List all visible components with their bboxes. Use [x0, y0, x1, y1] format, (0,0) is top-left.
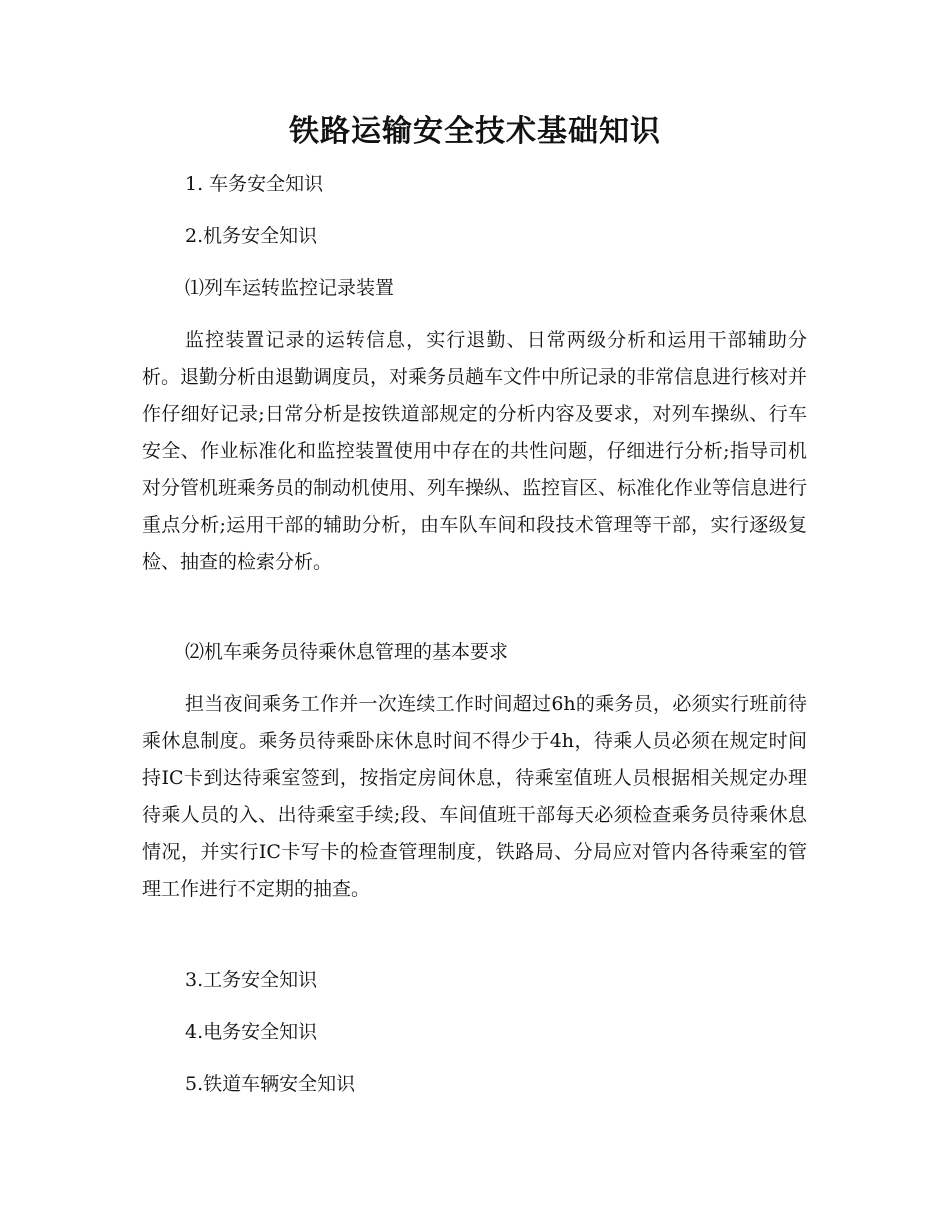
section-heading-3: 3.工务安全知识 — [185, 969, 318, 991]
subsection-heading-1: ⑴列车运转监控记录装置 — [185, 277, 395, 299]
section-heading-4: 4.电务安全知识 — [185, 1021, 318, 1043]
section-heading-2: 2.机务安全知识 — [185, 225, 318, 247]
section-heading-5: 5.铁道车辆安全知识 — [185, 1073, 356, 1095]
section-heading-1: 1. 车务安全知识 — [185, 173, 324, 195]
document-title: 铁路运输安全技术基础知识 — [289, 114, 661, 149]
paragraph-rest-management: 担当夜间乘务工作并一次连续工作时间超过6h的乘务员，必须实行班前待乘休息制度。乘务员待乘卧床休息时间不得少于4h，待乘人员必须在规定时间持IC卡到达待乘室签到，按指定房间休息，待乘室值班人员根据相关规定办理待乘人员的入、出待乘室手续;段、车间值班干部每天必须检查乘务员待乘休息情况，并实行IC卡写卡的检查管理制度，铁路局、分局应对管内各待乘室的管理工作进行不定期的抽查。 — [142, 693, 807, 900]
paragraph-monitoring: 监控装置记录的运转信息，实行退勤、日常两级分析和运用干部辅助分析。退勤分析由退勤调度员，对乘务员趟车文件中所记录的非常信息进行核对并作仔细好记录;日常分析是按铁道部规定的分析内容及要求，对列车操纵、行车安全、作业标准化和监控装置使用中存在的共性问题，仔细进行分析;指导司机对分管机班乘务员的制动机使用、列车操纵、监控盲区、标准化作业等信息进行重点分析;运用干部的辅助分析，由车队车间和段技术管理等干部，实行逐级复检、抽查的检索分析。 — [142, 329, 808, 573]
subsection-heading-2: ⑵机车乘务员待乘休息管理的基本要求 — [185, 641, 509, 663]
